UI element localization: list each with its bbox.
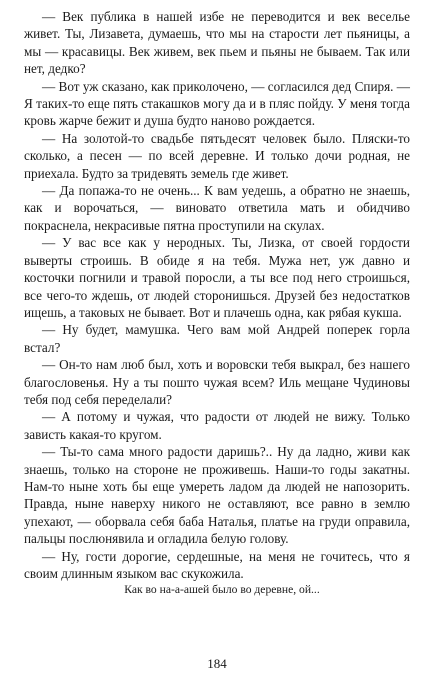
paragraph: — Ну будет, мамушка. Чего вам мой Андрей поперек горла встал?	[24, 322, 410, 355]
paragraph: — Да попажа-то не очень... К вам уедешь, а обратно не знаешь, как и ворочаться, — виновато ответила мать и обидчиво покраснела, некрасивые пятна проступили на скулах.	[24, 183, 410, 233]
page-number: 184	[207, 656, 227, 671]
paragraph: — Ты-то сама много радости даришь?.. Ну да ладно, живи как знаешь, только на стороне не проживешь. Наши-то годы закатны. Нам-то ныне хоть бы еще умереть ладом да людей не напозорить. Правда, ныне наверху никого не оставляют, все равно в землю упехают, — оборвала себя баба Наталья, платье на груди оправила, пальцы послюнявила и огладила белую голову.	[24, 444, 410, 547]
paragraph: — Вот уж сказано, как приколочено, — согласился дед Спиря. — Я таких-то еще пять стакашков могу да и в пляс пойду. У меня тогда кровь жарче бежит и душа будто наново рождается.	[24, 78, 410, 129]
paragraph: — У вас все как у неродных. Ты, Лизка, от своей гордости выверты строишь. В обиде я на тебя. Мужа нет, уж давно и косточки погнили и травой поросли, а ты все под него строишься, все чего-то ждешь, от людей сторонишься. Друзей без недостатков ищешь, а таковых не бывает. Вот и плачешь одна, как рябая кукша.	[24, 235, 410, 320]
paragraph: — Ну, гости дорогие, сердешные, на меня не гочитесь, что я своим длинным языком вас скукожила.	[24, 548, 410, 581]
paragraph: — А потому и чужая, что радости от людей не вижу. Только зависть какая-то кругом.	[24, 409, 410, 442]
paragraph: — Век публика в нашей избе не переводится и век веселье живет. Ты, Лизавета, думаешь, что мы на старости лет пьяницы, а мы — красавицы. Век живем, век пьем и пьяны не бываем. Так или нет, дедко?	[24, 9, 410, 77]
paragraph: — На золотой-то свадьбе пятьдесят человек было. Пляски-то сколько, а песен — по всей деревне. И только дочи родная, не приехала. Будто за тридевять земель где живет.	[24, 130, 410, 181]
page-text	[24, 8, 410, 597]
song-line: Как во на-а-ашей было во деревне, ой...	[124, 583, 320, 597]
paragraph: — Он-то нам люб был, хоть и воровски тебя выкрал, без нашего благословенья. Ну а ты пошто чужая всем? Иль мещане Чудиновы тебя под себя переделали?	[24, 357, 410, 407]
